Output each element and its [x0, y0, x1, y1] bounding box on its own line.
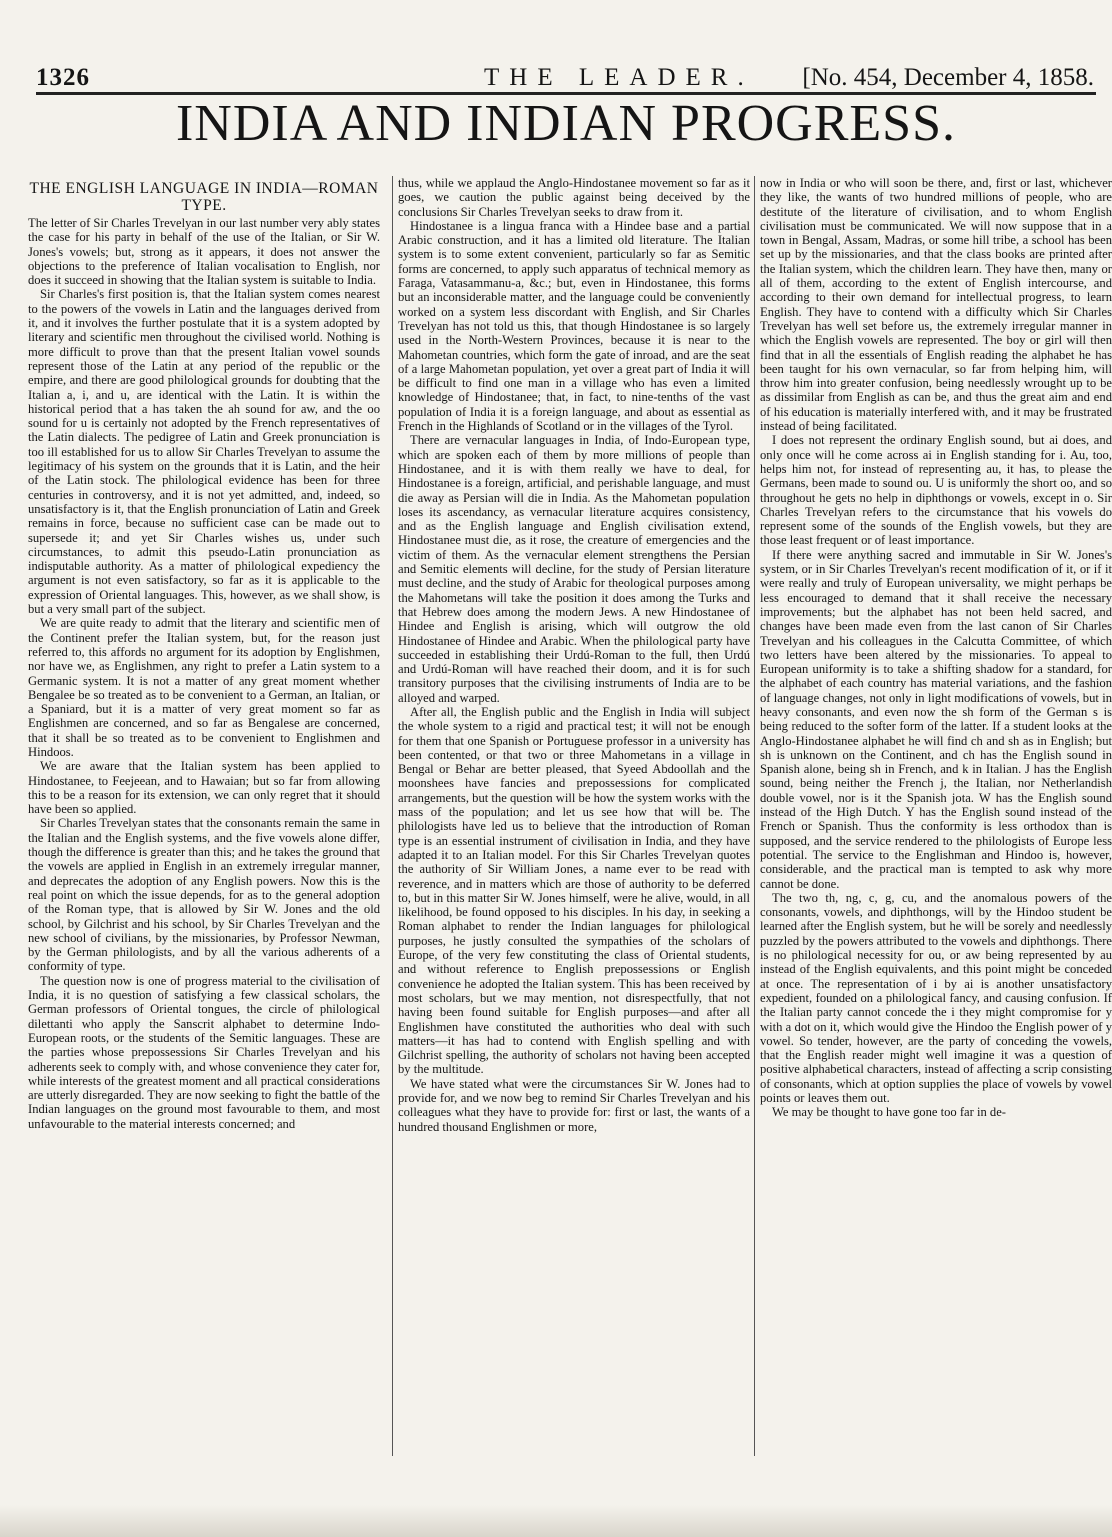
column-rule	[392, 176, 393, 1456]
paragraph: Sir Charles Trevelyan states that the consonants remain the same in the Italian and the English systems, and the five vowels alone differ, though the difference is greater than this; and he takes the ground that the vowels are applied in English in an extremely irregular manner, and deprecates the adoption of any English powers. Now this is the real point on which the issue depends, for as to the general adoption of the Roman type, that is allowed by Sir W. Jones and the old school, by Gilchrist and his school, by Sir Charles Trevelyan and the new school of civilians, by the missionaries, by Professor Newman, by the German philologists, and by all the various adherents of a conformity of type.	[28, 816, 380, 974]
paragraph: Hindostanee is a lingua franca with a Hindee base and a partial Arabic construction, and it has a limited old literature. The Italian system is to some extent convenient, particularly so far as Semitic forms are concerned, to apply such apparatus of technical memory as Faraga, Vatasammanu-a, &c.; but, even in Hindostanee, this forms but an inconsiderable matter, and the language could be conveniently worked on a system less discordant with English, and Sir Charles Trevelyan has not told us this, that though Hindostanee is so largely used in the North-Western Provinces, because it is near to the Mahometan countries, which form the gate of inroad, and are the seat of a large Mahometan population, yet over a great part of India it will be difficult to find one man in a village who has even a limited knowledge of Hindostanee; that, in fact, to nine-tenths of the vast population of India it is a foreign language, and about as essential as French in the Highlands of Scotland or in the villages of the Tyrol.	[398, 218, 750, 434]
column-rule	[754, 176, 755, 1456]
paragraph: After all, the English public and the English in India will subject the whole system to a rigid and practical test; it will not be enough for them that one Spanish or Portuguese professor in a university has been contented, or that two or three Mahometans in a village in Bengal or Behar are better pleased, that Syeed Abdoollah and the moonshees have fancies and prepossessions for complicated arrangements, but the question will be how the system works with the mass of the population; and let us see how that will be. The philologists have led us to believe that the introduction of Roman type is an essential instrument of civilisation in India, and they have adapted it to an Italian model. For this Sir Charles Trevelyan quotes the authority of Sir William Jones, a name ever to be read with reverence, and in matters which are those of authority to be deferred to, but in this matter Sir W. Jones himself, were he alive, would, in all likelihood, be found opposed to his disciples. In his day, in seeking a Roman alphabet to render the Indian languages for philological purposes, he justly consulted the sympathies of the scholars of Europe, of the very few constituting the class of Oriental students, and without reference to English prepossessions or English convenience he adopted the Italian system. This has been received by most scholars, but we may mention, not disrespectfully, that not having been found suitable for English purposes—and after all Englishmen have constituted the authorities who deal with such matters—it has had to contend with English spelling and with Gilchrist spelling, the authority of scholars not having been accepted by the multitude.	[398, 704, 750, 1077]
article-subheading: THE ENGLISH LANGUAGE IN INDIA—ROMAN TYPE.	[29, 180, 379, 214]
paragraph: thus, while we applaud the Anglo-Hindostanee movement so far as it goes, we caution the public against being deceived by the conclusions Sir Charles Trevelyan seeks to draw from it.	[398, 176, 750, 219]
paragraph: Sir Charles's first position is, that the Italian system comes nearest to the powers of the vowels in Latin and the languages derived from it, and it involves the further postulate that it is a system adopted by literary and scientific men throughout the civilised world. Nothing is more difficult to prove than that the present Italian vowel sounds represent those of the Latin at any period of the republic or the empire, and there are good philological grounds for doubting that the Italian a, i, and u, are identical with the Latin. It is within the historical period that a has taken the ah sound for aw, and the oo sound for u is certainly not adopted by the French representatives of the Latin dialects. The pedigree of Latin and Greek pronunciation is too ill established for us to allow Sir Charles Trevelyan to assume the legitimacy of his system on the grounds that it is Latin, and the heir of the Latin stock. The philological evidence has been for three centuries in controversy, and it is not yet admitted, and, indeed, so unsatisfactory is it, that the English pronunciation of Latin and Greek remains in force, because no sufficient case can be made out to supersede it; and yet Sir Charles wishes us, under such circumstances, to admit this pseudo-Latin pronunciation as indisputable authority. As a matter of philological expediency the argument is not even satisfactory, so far as it is applicable to the expression of Oriental languages. This, however, as we shall show, is but a very small part of the subject.	[28, 287, 380, 617]
paragraph: We have stated what were the circumstances Sir W. Jones had to provide for, and we now beg to remind Sir Charles Trevelyan and his colleagues what they have to provide for: first or last, the wants of a hundred thousand Englishmen or more,	[398, 1076, 750, 1134]
paragraph: The two th, ng, c, g, cu, and the anomalous powers of the consonants, vowels, and diphthongs, will by the Hindoo student be learned after the English system, but he will be sorely and needlessly puzzled by the powers attributed to the vowels and diphthongs. There is no philological necessity for ou, or aw being represented by au instead of the English equivalents, and this point might be conceded at once. The representation of i by ai is another unsatisfactory expedient, founded on a philological fancy, and causing confusion. If the Italian party cannot concede the i they might compromise for y with a dot on it, which would give the Hindoo the English power of y vowel. So tender, however, are the party of conceding the vowels, that the English reader might well imagine it was a question of positive alphabetical characters, instead of affecting a scrip consisting of consonants, which at option supplies the place of vowels by vowel points or leaves them out.	[760, 890, 1112, 1105]
column-1	[28, 176, 380, 1476]
paragraph: There are vernacular languages in India, of Indo-European type, which are spoken each of them by more millions of people than Hindostanee, and it is with them really we have to deal, for Hindostanee is a foreign, artificial, and perishable language, and must die away as Persian will die in India. As the Mahometan population loses its ascendancy, as vernacular literature acquires consistency, and as the English language and English civilisation extend, Hindostanee must die, as it rose, the creature of emergencies and the victim of them. As the vernacular element strengthens the Persian and Semitic elements will decline, for the study of Persian literature must decline, and the study of Arabic for theological purposes among the Mahometans will take the position it does among the Turks and that Hebrew does among the modern Jews. A new Hindostanee of Hindee and English is arising, which will outgrow the old Hindostanee of Hindee and Arabic. When the philological party have succeeded in establishing their Urdú-Roman to the full, then Urdú and Urdú-Roman will have reached their doom, and it is for such transitory purposes that the civilising instruments of India are to be alloyed and warped.	[398, 433, 750, 705]
page-number: 1326	[36, 64, 90, 91]
paragraph: The question now is one of progress material to the civilisation of India, it is no question of satisfying a few classical scholars, the German professors of Oriental tongues, the circle of philological dilettanti who apply the Sanscrit alphabet to determine Indo-European roots, or the students of the Semitic languages. These are the parties whose prepossessions Sir Charles Trevelyan and his adherents seek to comply with, and whose convenience they cater for, while interests of the greatest moment and all practical considerations are utterly disregarded. They are now seeking to fight the battle of the Indian languages on the ground most favourable to them, and most unfavourable to the material interests concerned; and	[28, 973, 380, 1131]
column-2	[398, 176, 750, 1476]
paragraph: We may be thought to have gone too far in de-	[772, 1105, 1006, 1120]
paragraph: now in India or who will soon be there, and, first or last, whichever they like, the wants of two hundred millions of people, who are destitute of the literature of civilisation, and to whom English civilisation must be communicated. We will now suppose that in a town in Bengal, Assam, Madras, or some hill tribe, a school has been set up by the missionaries, and that the class books are printed after the Italian system, which the children learn. They have then, many or all of them, according to the extent of English intercourse, and according to their own demand for intellectual progress, to learn English. They have to contend with a difficulty which Sir Charles Trevelyan has well set before us, the extremely irregular manner in which the English vowels are represented. The boy or girl will then find that in all the essentials of English reading the alphabet he has been taught for his own vernacular, so far from helping him, will throw him into greater confusion, being needlessly wrought up to be as dissimilar from English as can be, and thus the great aim and end of his education is materially interfered with, and it may be frustrated instead of being facilitated.	[760, 176, 1112, 434]
paragraph: I does not represent the ordinary English sound, but ai does, and only once will he come across ai in English standing for i. Au, too, helps him not, for instead of representing au, it has, to please the Germans, been made to sound ou. U is uniformly the short oo, and so throughout he gets no help in diphthongs or vowels, except in o. Sir Charles Trevelyan refers to the circumstance that his vowels do represent some of the sounds of the English vowels, but they are those least frequent or of least importance.	[760, 433, 1112, 548]
page-bottom-edge	[0, 1505, 1112, 1537]
page-headline: INDIA AND INDIAN PROGRESS.	[175, 95, 957, 152]
publication-name: THE LEADER.	[484, 64, 754, 91]
paragraph: We are quite ready to admit that the literary and scientific men of the Continent prefer the Italian system, but, for the reason just referred to, this affords no argument for its adoption by Englishmen, nor have we, as Englishmen, any right to prefer a Latin system to a Germanic system. It is not a matter of any great moment whether Bengalee be so treated as to be convenient to a German, an Italian, or a Spaniard, but it is a matter of very great moment so far as Englishmen are concerned, and so far as Bengalese are concerned, that it shall be so treated as to be convenient to Englishmen and Hindoos.	[28, 616, 380, 759]
issue-date: [No. 454, December 4, 1858.	[802, 64, 1094, 91]
column-3	[760, 176, 1112, 1476]
paragraph: The letter of Sir Charles Trevelyan in our last number very ably states the case for his party in behalf of the use of the Italian, or Sir W. Jones's vowels; but, strong as it appears, it does not answer the objections to the preference of Italian vocalisation to English, nor does it succeed in showing that the Italian system is suitable to India.	[28, 216, 380, 288]
paragraph: If there were anything sacred and immutable in Sir W. Jones's system, or in Sir Charles Trevelyan's recent modification of it, or if it were really and truly of European universality, we might perhaps be less encouraged to demand that it shall receive the necessary improvements; but the alphabet has not been held sacred, and changes have been made even from the last canon of Sir Charles Trevelyan and his colleagues in the Calcutta Committee, of which two letters have been altered by the missionaries. To appeal to European uniformity is to take a shifting shadow for a standard, for the alphabet of each country has material variations, and the fashion of language changes, not only in light modifications of vowels, but in heavy consonants, and even now the sh form of the German s is being reduced to the softer form of the latter. If a student looks at the Anglo-Hindostanee alphabet he will find ch and sh as in English; but sh is unknown on the Continent, and ch has the English sound in Spanish alone, being sh in French, and k in Italian. J has the English sound, being neither the French j, the Italian, nor Netherlandish double vowel, nor is it the Spanish jota. W has the English sound instead of the High Dutch. Y has the English sound instead of the French or Spanish. Thus the conformity is less orthodox than is supposed, and the service rendered to the philologists of Europe less potential. The service to the Englishman and Hindoo is, however, considerable, and the practical man is tempted to ask why more cannot be done.	[760, 547, 1112, 891]
paragraph: We are aware that the Italian system has been applied to Hindostanee, to Feejeean, and to Hawaian; but so far from allowing this to be a reason for its extension, we can only regret that it should have been so applied.	[28, 759, 380, 817]
